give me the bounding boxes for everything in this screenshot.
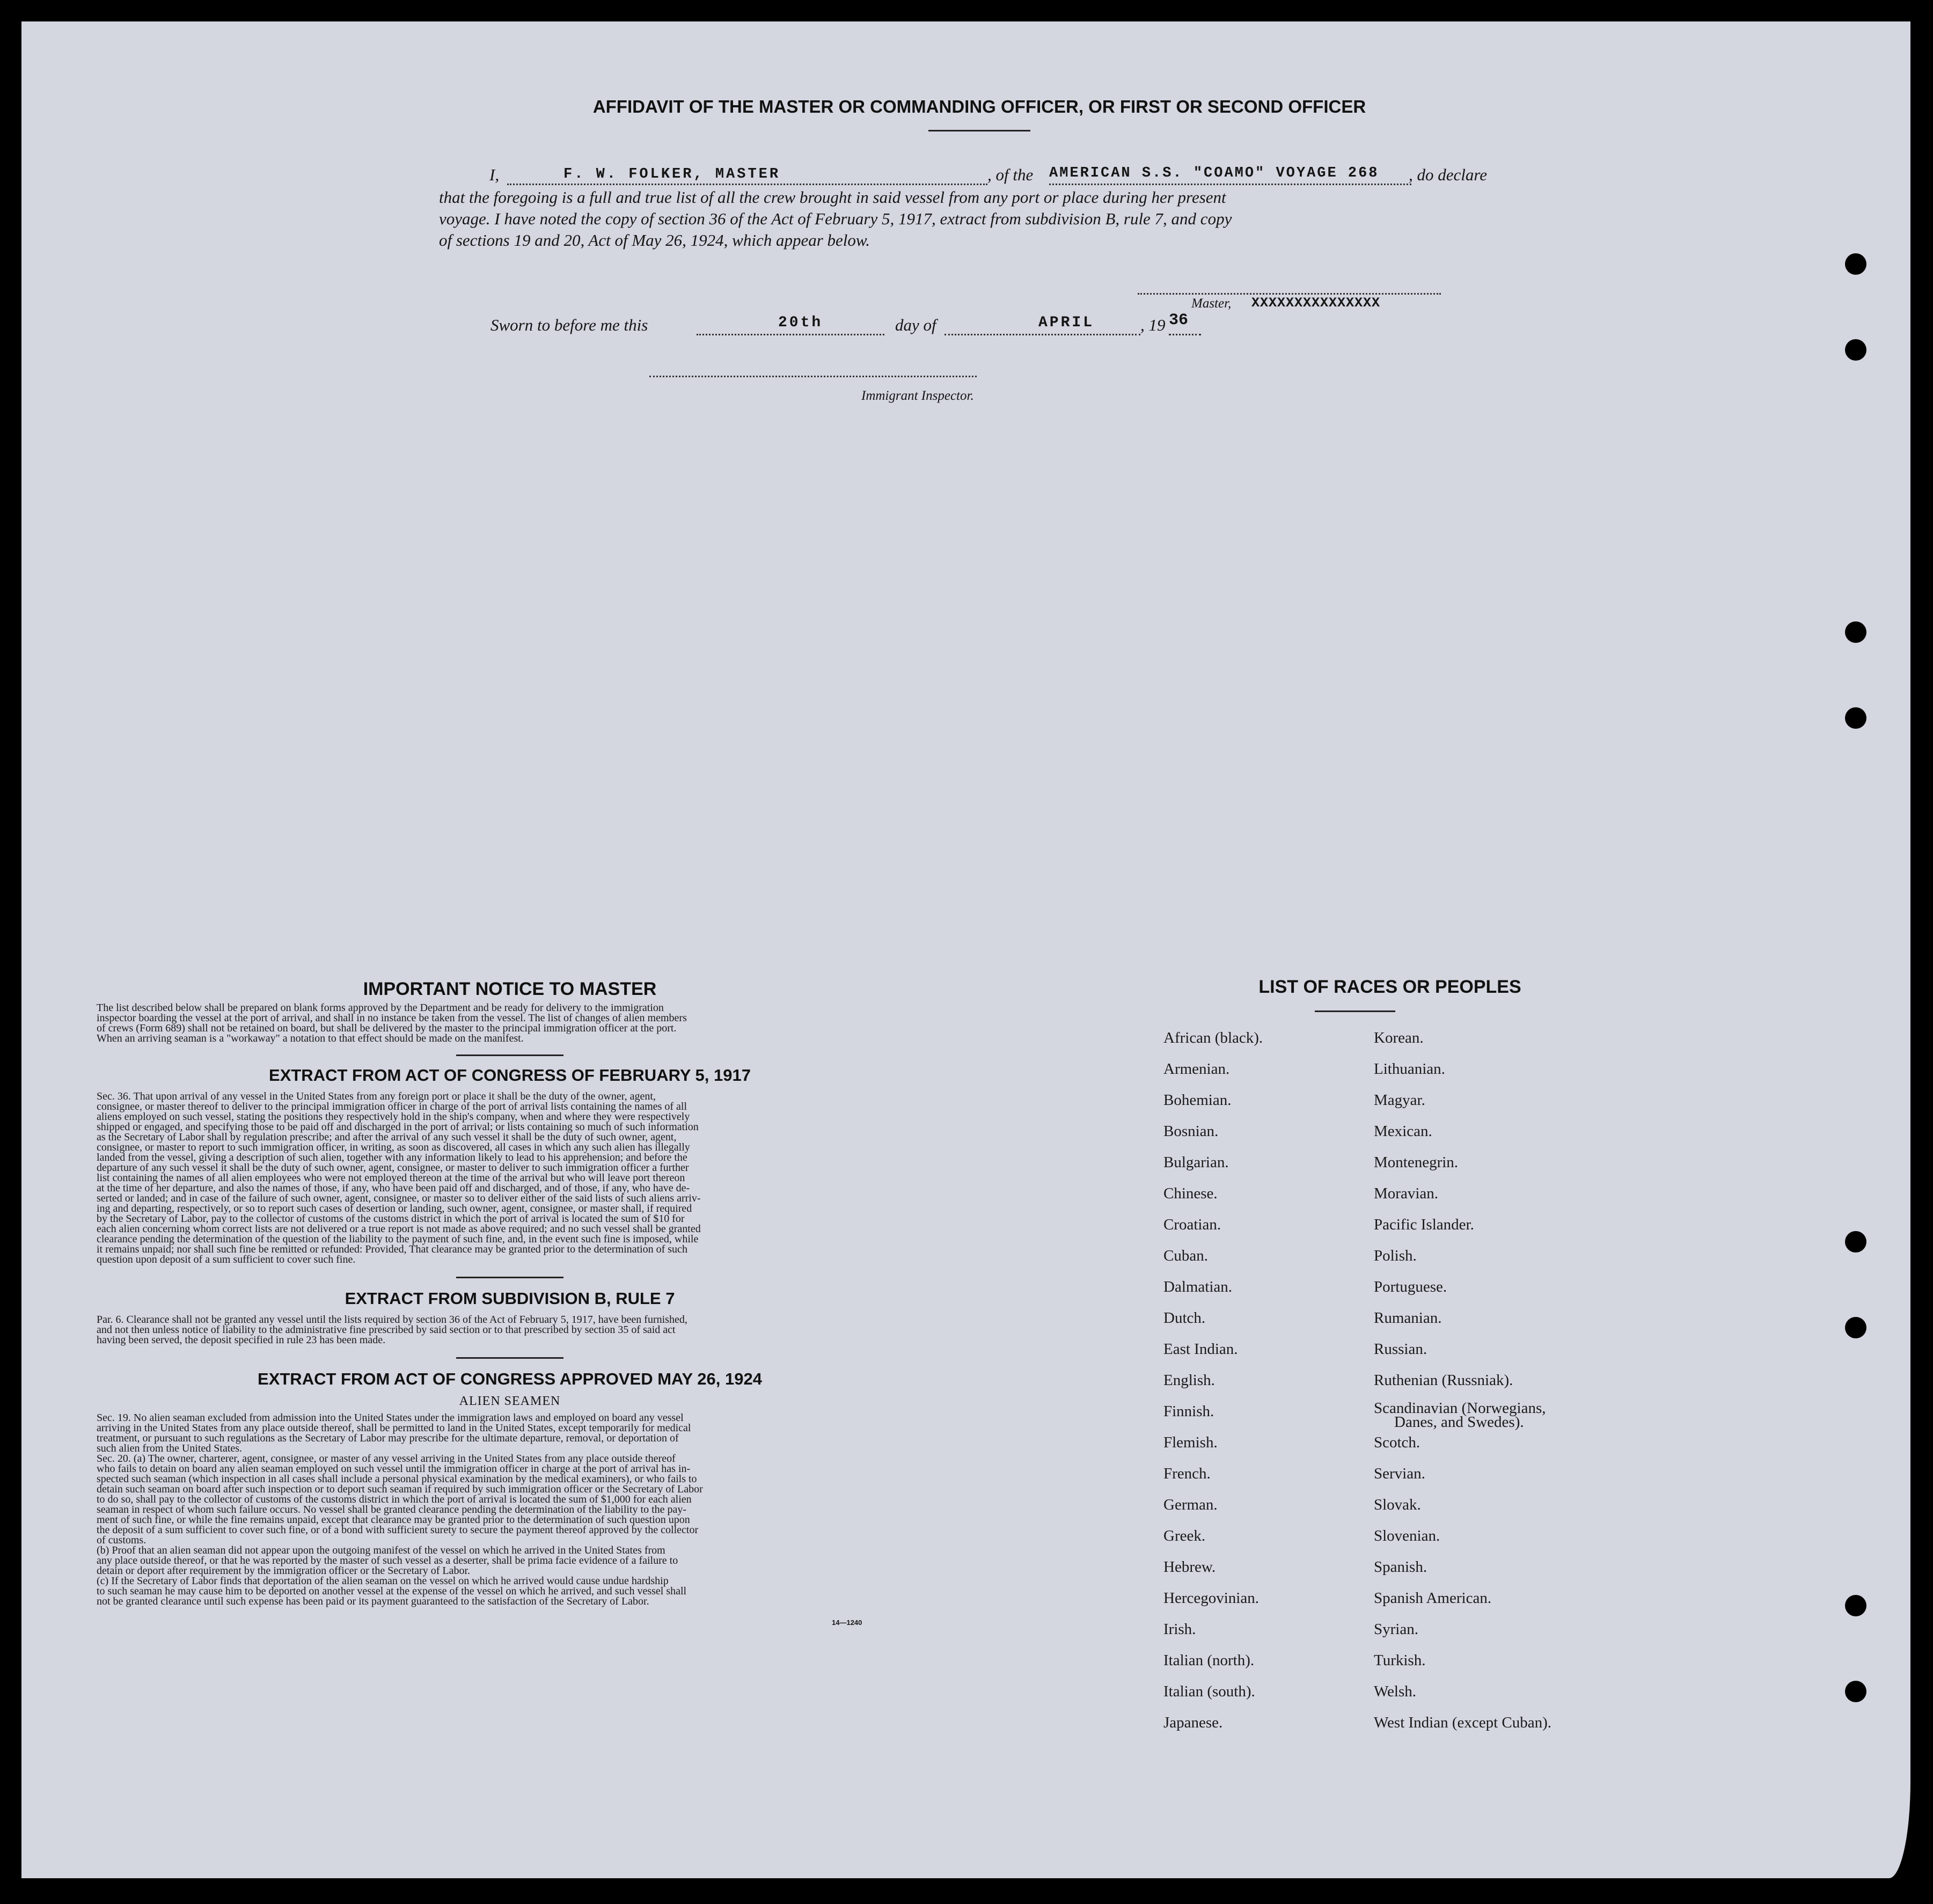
race-item: East Indian. <box>1163 1341 1238 1358</box>
race-item: Slovak. <box>1374 1496 1421 1513</box>
extract-1924-line: treatment, or pursuant to such regulations as the Secretary of Labor may prescribe for the ultimate departure, removal, or deportation of <box>97 1432 679 1444</box>
punch-hole <box>1845 1317 1866 1338</box>
extract-1917-line: question upon deposit of a sum sufficient to cover such fine. <box>97 1254 356 1265</box>
race-item: Italian (north). <box>1163 1652 1255 1669</box>
race-item-continuation: Danes, and Swedes). <box>1394 1414 1524 1431</box>
race-item: Syrian. <box>1374 1621 1418 1638</box>
race-item: Ruthenian (Russniak). <box>1374 1372 1513 1389</box>
race-item: Spanish. <box>1374 1558 1427 1576</box>
extract-1917-line: as the Secretary of Labor shall by regulation prescribe; and after the arrival of any such vessel it shall be the duty of such owner, agent, <box>97 1131 677 1143</box>
i-label: I, <box>489 165 500 184</box>
race-item: Pacific Islander. <box>1374 1216 1474 1233</box>
extract-1924-title: EXTRACT FROM ACT OF CONGRESS APPROVED MAY 26, 1924 <box>258 1370 762 1388</box>
race-item: Hercegovinian. <box>1163 1590 1259 1607</box>
race-item: West Indian (except Cuban). <box>1374 1714 1552 1731</box>
race-item: African (black). <box>1163 1029 1263 1046</box>
extract-1917-line: landed from the vessel, giving a description of such alien, together with any information likely to lead to his apprehension; and before the <box>97 1152 687 1163</box>
race-item: Spanish American. <box>1374 1590 1492 1607</box>
race-item: Irish. <box>1163 1621 1196 1638</box>
divider <box>456 1054 563 1056</box>
extract-1924-line: (c) If the Secretary of Labor finds that deportation of the alien seaman on the vessel on which he arrived would cause undue hardship <box>97 1575 669 1587</box>
vessel-line <box>1049 184 1411 185</box>
extract-1917-line: at the time of her departure, and also the names of those, if any, who have been paid off and discharged, and of those, if any, who have de- <box>97 1182 690 1194</box>
extract-1917-line: list containing the names of all alien employees who were not employed thereon at the time of the arrival but who will leave port thereon <box>97 1172 685 1184</box>
race-item: Polish. <box>1374 1247 1417 1264</box>
races-title: LIST OF RACES OR PEOPLES <box>1258 977 1521 997</box>
race-item: Japanese. <box>1163 1714 1223 1731</box>
master-name-line <box>507 184 987 185</box>
extract-1917-title: EXTRACT FROM ACT OF CONGRESS OF FEBRUARY 5, 1917 <box>269 1066 751 1085</box>
month-line <box>944 334 1140 335</box>
notice-line: When an arriving seaman is a "workaway" a notation to that effect should be made on the manifest. <box>97 1032 524 1044</box>
race-item: Chinese. <box>1163 1185 1218 1202</box>
day-field: 20th <box>778 314 823 331</box>
race-item: Turkish. <box>1374 1652 1426 1669</box>
extract-1924-line: not be granted clearance until such expense has been paid or its payment guaranteed to the satisfaction of the Secretary of Labor. <box>97 1595 649 1607</box>
extract-rule7-line: and not then unless notice of liability to the administrative fine prescribed by said section or to that prescribed by section 35 of said act <box>97 1324 676 1336</box>
extract-rule7-line: Par. 6. Clearance shall not be granted any vessel until the lists required by section 36 of the Act of February 5, 1917, have been furnished, <box>97 1314 687 1326</box>
punch-hole <box>1845 253 1866 275</box>
affidavit-line-3: voyage. I have noted the copy of section 36 of the Act of February 5, 1917, extract from subdivision B, rule 7, and copy <box>439 209 1232 228</box>
extract-1924-line: spected such seaman (which inspection in all cases shall include a personal physical examination by the medical examiners), or who fails to <box>97 1473 697 1485</box>
extract-1924-line: (b) Proof that an alien seaman did not appear upon the outgoing manifest of the vessel on which he arrived in the United States from <box>97 1544 665 1556</box>
divider <box>456 1357 563 1359</box>
extract-1917-line: consignee, or master thereof to deliver to the principal immigration officer in charge of the port of arrival lists containing the names of all <box>97 1101 687 1112</box>
extract-1924-line: any place outside thereof, or that he was reported by the master of such vessel as a deserter, shall be prima facie evidence of a failure to <box>97 1555 678 1566</box>
extract-1924-subtitle: ALIEN SEAMEN <box>459 1394 561 1408</box>
punch-hole <box>1845 1231 1866 1253</box>
master-label: Master, <box>1191 296 1232 311</box>
race-item: German. <box>1163 1496 1218 1513</box>
race-item: Bulgarian. <box>1163 1154 1229 1171</box>
title-divider <box>928 130 1030 131</box>
extract-rule7-line: having been served, the deposit specified in rule 23 has been made. <box>97 1334 386 1346</box>
race-item: Scotch. <box>1374 1434 1421 1451</box>
punch-hole <box>1845 707 1866 729</box>
race-item: Finnish. <box>1163 1403 1214 1420</box>
extract-1917-line: each alien concerning whom correct lists are not delivered or a true report is not made as above required; and no such vessel shall be granted <box>97 1223 701 1235</box>
extract-1924-line: detain or deport after requirement by the immigration officer or the Secretary of Labor. <box>97 1565 471 1577</box>
extract-1924-line: detain such seaman on board after such inspection or to deport such seaman if required by such immigration officer or the Secretary of Labor <box>97 1483 703 1495</box>
punch-hole <box>1845 1595 1866 1616</box>
affidavit-line-4: of sections 19 and 20, Act of May 26, 1924, which appear below. <box>439 231 870 250</box>
race-item: Russian. <box>1374 1341 1427 1358</box>
notice-text <box>97 1003 923 1044</box>
race-item: Rumanian. <box>1374 1309 1442 1327</box>
extract-1924-line: Sec. 19. No alien seaman excluded from admission into the United States under the immigration laws and employed on board any vessel <box>97 1412 684 1424</box>
extract-1924-line: of customs. <box>97 1534 147 1546</box>
extract-1917-text <box>97 1092 923 1265</box>
extract-1924-line: seaman in respect of whom such failure occurs. No vessel shall be granted clearance pending the determination of the liability to the pay- <box>97 1504 687 1515</box>
year-prefix: , 19 <box>1140 316 1166 334</box>
races-divider <box>1315 1010 1395 1012</box>
extract-1917-line: it remains unpaid; nor shall such fine be remitted or refunded: Provided, That clearance may be granted prior to the determination of such <box>97 1243 687 1255</box>
document-page <box>21 21 1910 1878</box>
extract-1917-line: by the Secretary of Labor, pay to the collector of customs of the customs district in which the port of arrival is located the sum of $10 for <box>97 1213 685 1225</box>
extract-1924-line: such alien from the United States. <box>97 1442 243 1454</box>
master-name-field: F. W. FOLKER, MASTER <box>563 166 781 182</box>
signature-line <box>1138 293 1441 295</box>
race-item: French. <box>1163 1465 1211 1482</box>
extract-1924-line: arriving in the United States from any place outside thereof, shall be permitted to land in the United States, except temporarily for medical <box>97 1422 691 1434</box>
inspector-label: Immigrant Inspector. <box>861 389 974 403</box>
race-item: Bosnian. <box>1163 1123 1219 1140</box>
notice-line: The list described below shall be prepared on blank forms approved by the Department and be ready for delivery to the immigration <box>97 1002 664 1014</box>
race-item: English. <box>1163 1372 1215 1389</box>
inspector-line <box>649 376 977 377</box>
extract-1917-line: Sec. 36. That upon arrival of any vessel in the United States from any foreign port or place it shall be the duty of the owner, agent, <box>97 1090 656 1102</box>
extract-1924-line: Sec. 20. (a) The owner, charterer, agent, consignee, or master of any vessel arriving in the United States from any place outside thereof <box>97 1453 676 1464</box>
extract-1917-line: serted or landed; and in case of the failure of such owner, agent, consignee, or master so to deliver either of the said lists of such aliens arriv- <box>97 1192 701 1204</box>
race-item: Dutch. <box>1163 1309 1206 1327</box>
notice-line: of crews (Form 689) shall not be retained on board, but shall be delivered by the master to the principal immigration officer at the port. <box>97 1022 677 1034</box>
affidavit-title: AFFIDAVIT OF THE MASTER OR COMMANDING OFFICER, OR FIRST OR SECOND OFFICER <box>592 97 1366 116</box>
extract-1924-line: to such seaman he may cause him to be deported on another vessel at the expense of the vessel on which he arrived, and such vessel shall <box>97 1585 687 1597</box>
punch-hole <box>1845 621 1866 643</box>
race-item: Lithuanian. <box>1374 1060 1445 1078</box>
race-item: Flemish. <box>1163 1434 1218 1451</box>
race-item: Welsh. <box>1374 1683 1417 1700</box>
race-item: Moravian. <box>1374 1185 1438 1202</box>
punch-hole <box>1845 1681 1866 1702</box>
divider <box>456 1277 563 1278</box>
extract-1917-line: shipped or engaged, and specifying those to be paid off and discharged in the port of arrival; or lists containing so much of such information <box>97 1121 699 1133</box>
race-item: Montenegrin. <box>1374 1154 1459 1171</box>
extract-1917-line: consignee, or master to report to such immigration officer, in writing, as soon as discovered, all cases in which any such alien has illegally <box>97 1141 690 1153</box>
race-item: Hebrew. <box>1163 1558 1216 1576</box>
declare-label: , do declare <box>1409 165 1488 184</box>
race-item: Scandinavian (Norwegians, <box>1374 1400 1546 1417</box>
race-item: Portuguese. <box>1374 1278 1447 1295</box>
race-item: Mexican. <box>1374 1123 1432 1140</box>
affidavit-line-2: that the foregoing is a full and true list of all the crew brought in said vessel from any port or place during her present <box>439 188 1226 207</box>
extract-1917-line: ing and departing, respectively, or so to report such cases of desertion or landing, such owner, agent, consignee, or master shall, if required <box>97 1203 692 1214</box>
race-item: Dalmatian. <box>1163 1278 1233 1295</box>
extract-rule7-title: EXTRACT FROM SUBDIVISION B, RULE 7 <box>345 1289 675 1308</box>
extract-1924-line: to do so, shall pay to the collector of customs of the customs district in which the port of arrival is located the sum of $1,000 for each alien <box>97 1493 692 1505</box>
race-item: Bohemian. <box>1163 1092 1232 1109</box>
punch-hole <box>1845 339 1866 361</box>
race-item: Servian. <box>1374 1465 1425 1482</box>
race-item: Korean. <box>1374 1029 1424 1046</box>
day-line <box>697 334 884 335</box>
extract-1917-line: clearance pending the determination of the question of the liability to the payment of such fine, and, in the event such fine is imposed, while <box>97 1233 699 1245</box>
sworn-label: Sworn to before me this <box>490 316 648 334</box>
race-item: Croatian. <box>1163 1216 1221 1233</box>
extract-1924-line: who fails to detain on board any alien seaman employed on such vessel until the immigration officer in charge at the port of arrival has in- <box>97 1463 691 1475</box>
notice-column <box>97 979 923 1627</box>
day-of-label: day of <box>895 316 936 334</box>
race-item: Greek. <box>1163 1527 1206 1544</box>
extract-1924-text <box>97 1413 923 1607</box>
extract-1924-line: the deposit of a sum sufficient to cover such fine, or of a bond with sufficient surety to secure the payment thereof approved by the collector <box>97 1524 699 1536</box>
notice-title: IMPORTANT NOTICE TO MASTER <box>363 979 657 999</box>
year-field: 36 <box>1169 311 1189 329</box>
extract-rule7-text <box>97 1315 923 1345</box>
extract-1917-line: aliens employed on such vessel, stating the positions they respectively hold in the ship's company, when and where they were respectively <box>97 1111 690 1123</box>
race-item: Magyar. <box>1374 1092 1425 1109</box>
race-item: Armenian. <box>1163 1060 1230 1078</box>
race-item: Slovenian. <box>1374 1527 1440 1544</box>
notice-line: inspector boarding the vessel at the port of arrival, and shall in no instance be taken from the vessel. The list of changes of alien members <box>97 1012 687 1024</box>
month-field: APRIL <box>1038 314 1095 331</box>
form-number: 14—1240 <box>832 1619 862 1627</box>
extract-1924-line: ment of such fine, or while the fine remains unpaid, except that clearance may be granted prior to the determination of such question upon <box>97 1514 690 1526</box>
of-the-label: , of the <box>987 165 1034 184</box>
master-overstrike: XXXXXXXXXXXXXXX <box>1251 295 1381 311</box>
extract-1917-line: departure of any such vessel it shall be the duty of such owner, agent, consignee, or master to deliver to such immigration officer a further <box>97 1162 689 1174</box>
year-line <box>1169 334 1201 335</box>
vessel-field: AMERICAN S.S. "COAMO" VOYAGE 268 <box>1049 165 1379 181</box>
race-item: Italian (south). <box>1163 1683 1255 1700</box>
race-item: Cuban. <box>1163 1247 1208 1264</box>
